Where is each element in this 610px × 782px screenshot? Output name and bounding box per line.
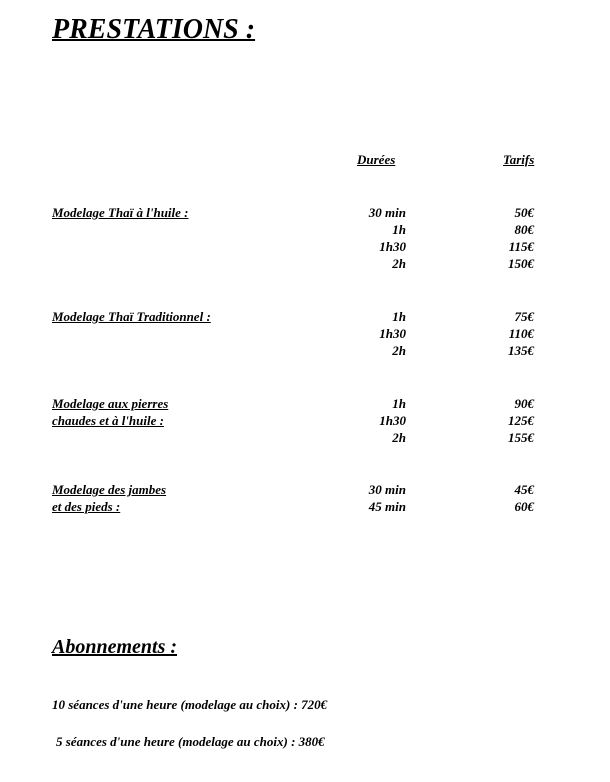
- service-price: 60€: [514, 499, 534, 514]
- service-price: 75€: [514, 309, 534, 324]
- service-price: 90€: [514, 396, 534, 411]
- service-price: 125€: [508, 413, 534, 428]
- service-name-line: chaudes et à l'huile :: [52, 413, 164, 428]
- service-price: 50€: [514, 205, 534, 220]
- subscription-item: 10 séances d'une heure (modelage au choix) : 720€: [52, 697, 328, 712]
- service-duration: 2h: [392, 430, 406, 445]
- service-duration: 30 min: [368, 482, 406, 497]
- service-price: 45€: [514, 482, 534, 497]
- service-price: 135€: [508, 343, 534, 358]
- subscriptions-title: Abonnements :: [52, 636, 178, 658]
- service-price: 110€: [508, 326, 534, 341]
- service-name-line: Modelage aux pierres: [52, 396, 169, 411]
- service-duration: 1h30: [379, 239, 406, 254]
- subscription-item: 5 séances d'une heure (modelage au choix) : 380€: [56, 734, 325, 749]
- service-duration: 45 min: [368, 499, 406, 514]
- service-price: 155€: [508, 430, 534, 445]
- service-duration: 30 min: [368, 205, 406, 220]
- page-title: PRESTATIONS :: [52, 14, 256, 45]
- service-price: 115€: [508, 239, 534, 254]
- column-header-durations: Durées: [357, 152, 396, 167]
- service-name-line: Modelage Thaï Traditionnel :: [52, 309, 211, 324]
- service-price: 80€: [514, 222, 534, 237]
- service-duration: 1h30: [379, 413, 406, 428]
- service-duration: 2h: [392, 256, 406, 271]
- service-name-line: Modelage des jambes: [52, 482, 167, 497]
- service-name-line: Modelage Thaï à l'huile :: [52, 205, 189, 220]
- service-price: 150€: [508, 256, 534, 271]
- service-duration: 1h: [392, 309, 406, 324]
- service-duration: 1h: [392, 396, 406, 411]
- service-duration: 2h: [392, 343, 406, 358]
- column-header-prices: Tarifs: [503, 152, 535, 167]
- service-duration: 1h: [392, 222, 406, 237]
- service-name-line: et des pieds :: [52, 499, 121, 514]
- service-duration: 1h30: [379, 326, 406, 341]
